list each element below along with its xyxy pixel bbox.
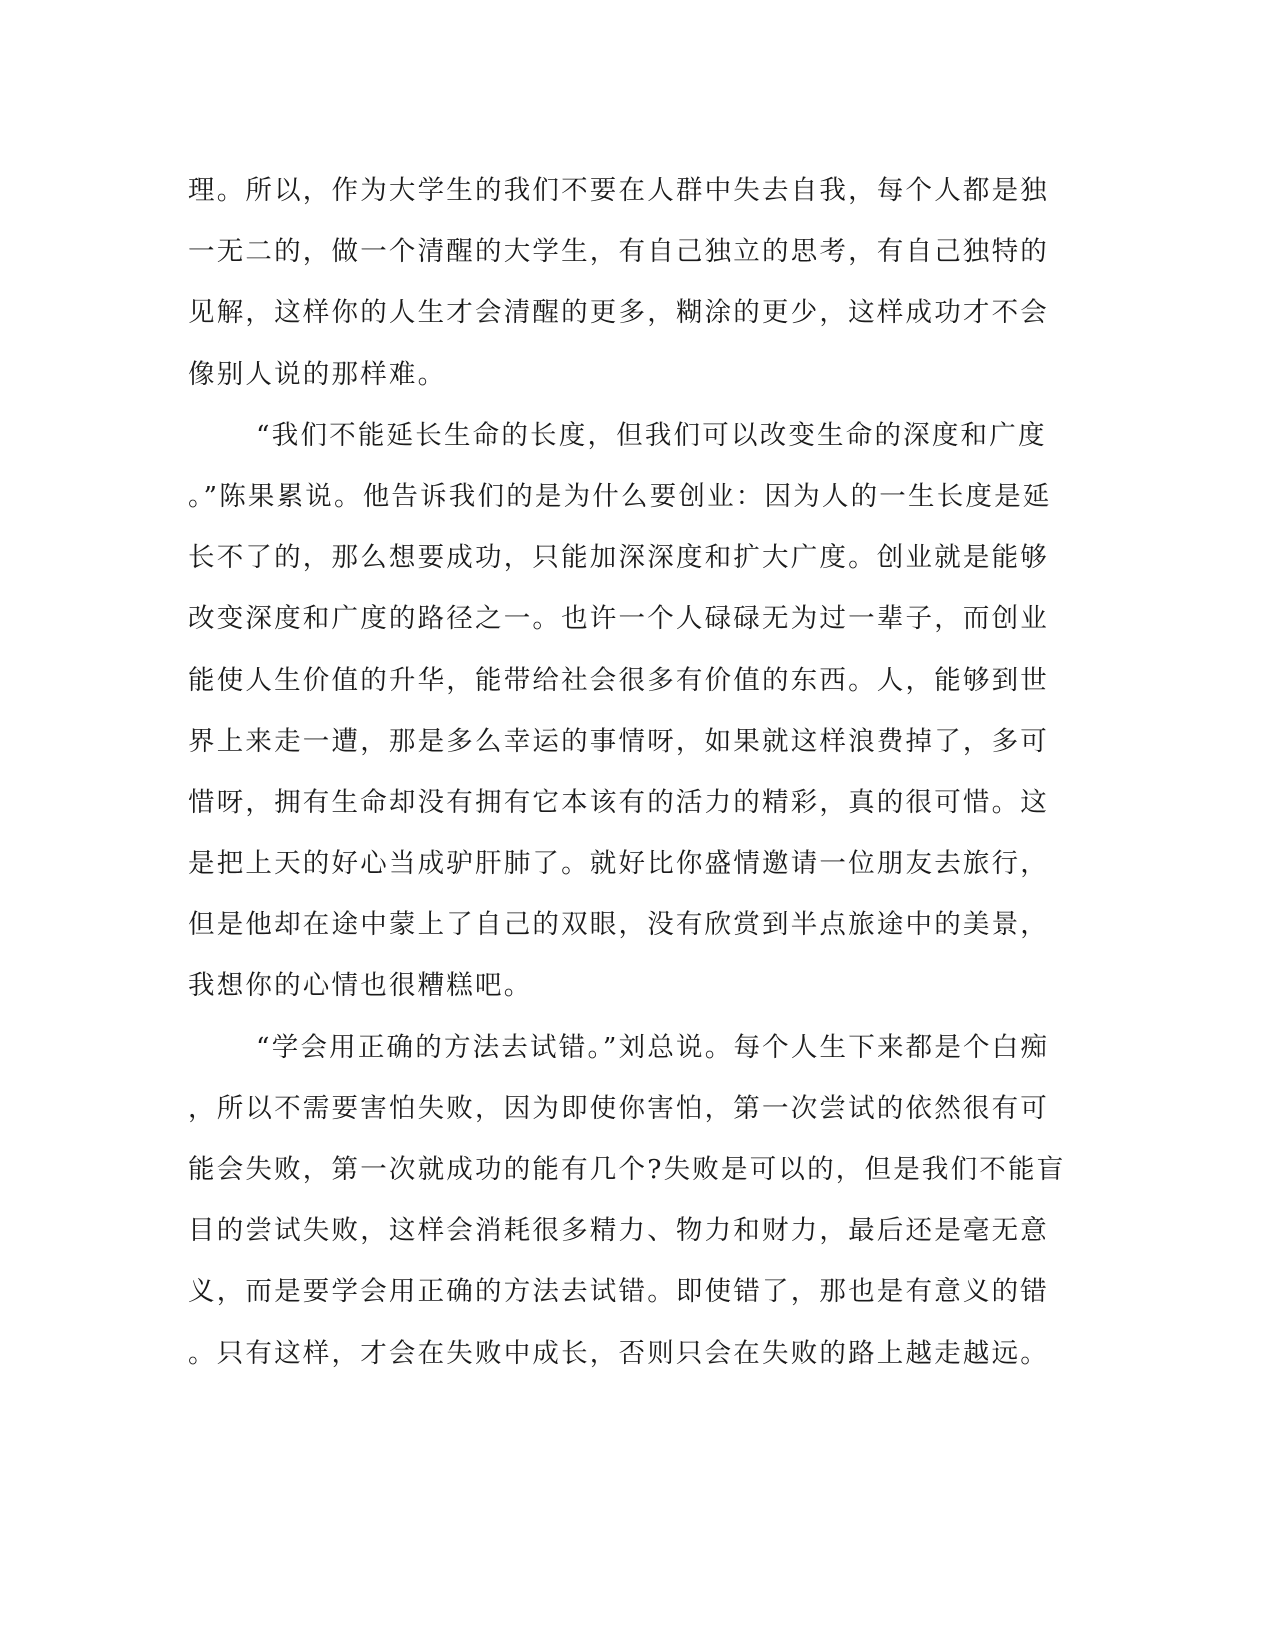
text-line: 像别人说的那样难。 bbox=[188, 358, 447, 390]
text-line: 改变深度和广度的路径之一。也许一个人碌碌无为过一辈子，而创业 bbox=[188, 603, 1049, 635]
text-line: “我们不能延长生命的长度，但我们可以改变生命的深度和广度 bbox=[256, 419, 1047, 451]
text-line: 见解，这样你的人生才会清醒的更多，糊涂的更少，这样成功才不会 bbox=[188, 297, 1049, 329]
text-line: 但是他却在途中蒙上了自己的双眼，没有欣赏到半点旅途中的美景， bbox=[188, 909, 1049, 941]
text-line: 我想你的心情也很糟糕吧。 bbox=[188, 970, 533, 1002]
text-line: 能使人生价值的升华，能带给社会很多有价值的东西。人，能够到世 bbox=[188, 664, 1049, 696]
text-line: 理。所以，作为大学生的我们不要在人群中失去自我，每个人都是独 bbox=[188, 175, 1049, 206]
body-text bbox=[188, 160, 1068, 1384]
text-line: ，所以不需要害怕失败，因为即使你害怕，第一次尝试的依然很有可 bbox=[188, 1092, 1049, 1124]
text-line: 是把上天的好心当成驴肝肺了。就好比你盛情邀请一位朋友去旅行， bbox=[188, 848, 1049, 880]
text-line: 长不了的，那么想要成功，只能加深深度和扩大广度。创业就是能够 bbox=[188, 542, 1049, 574]
text-line: 能会失败，第一次就成功的能有几个?失败是可以的，但是我们不能盲 bbox=[188, 1154, 1066, 1185]
text-line: 惜呀，拥有生命却没有拥有它本该有的活力的精彩，真的很可惜。这 bbox=[188, 786, 1049, 818]
text-line: 。”陈果累说。他告诉我们的是为什么要创业：因为人的一生长度是延 bbox=[188, 480, 1052, 512]
text-line: 界上来走一遭，那是多么幸运的事情呀，如果就这样浪费掉了，多可 bbox=[188, 725, 1049, 757]
text-line: “学会用正确的方法去试错。”刘总说。每个人生下来都是个白痴 bbox=[256, 1031, 1050, 1063]
text-line: 目的尝试失败，这样会消耗很多精力、物力和财力，最后还是毫无意 bbox=[188, 1215, 1049, 1247]
text-line: 义，而是要学会用正确的方法去试错。即使错了，那也是有意义的错 bbox=[188, 1276, 1049, 1308]
text-line: 。只有这样，才会在失败中成长，否则只会在失败的路上越走越远。 bbox=[188, 1337, 1049, 1369]
text-line: 一无二的，做一个清醒的大学生，有自己独立的思考，有自己独特的 bbox=[188, 236, 1049, 268]
